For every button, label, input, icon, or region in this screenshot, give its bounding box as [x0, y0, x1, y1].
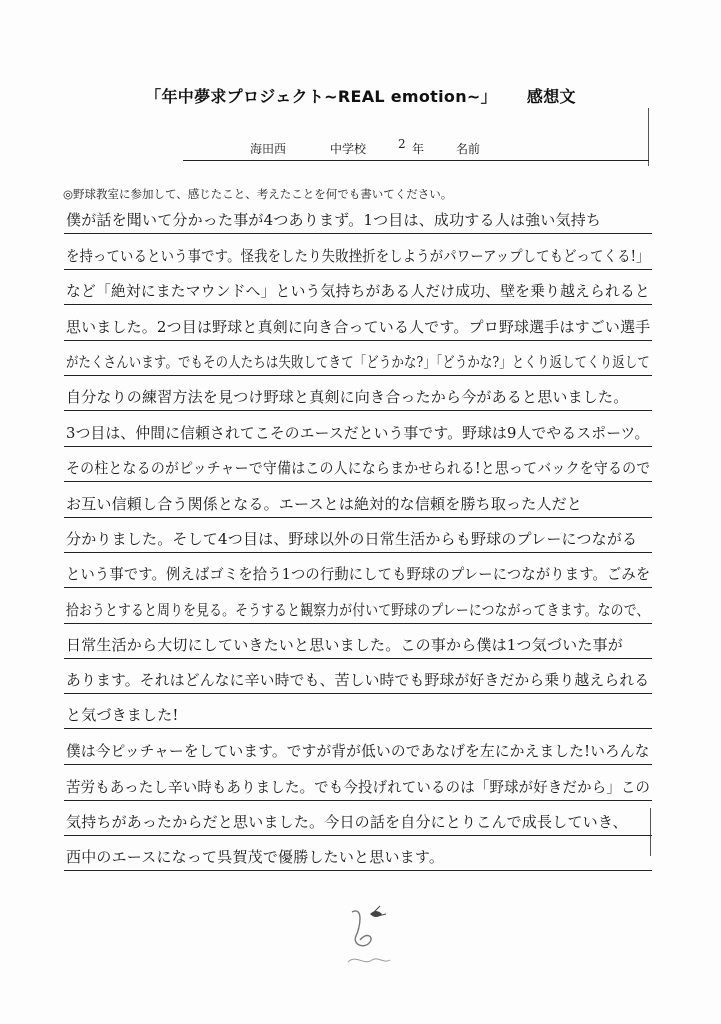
essay-line: 僕が話を聞いて分かった事が4つありまず。1つ目は、成功する人は強い気持ち — [66, 211, 602, 229]
essay-line: 気持ちがあったからだと思いました。今日の話を自分にとりこんで成長していき、 — [66, 813, 628, 831]
ruled-line — [64, 552, 652, 553]
project-title: 「年中夢求プロジェクト~REAL emotion~」 — [145, 87, 497, 106]
info-underline — [183, 160, 649, 161]
essay-line: など「絶対にまたマウンドへ」という気持ちがある人だけ成功、壁を乗り越えられると — [66, 282, 650, 300]
essay-line: お互い信頼し合う関係となる。エースとは絶対的な信頼を勝ち取った人だと — [66, 495, 583, 513]
ruled-line — [64, 410, 652, 411]
essay-line: 僕は今ピッチャーをしています。ですが背が低いのであなげを左にかえました!いろんな — [66, 742, 650, 760]
ruled-line — [64, 693, 652, 694]
grade-value-handwritten: 2 — [398, 137, 406, 151]
ruled-line — [64, 728, 652, 729]
margin-mark-lower — [650, 808, 651, 856]
ruled-line — [64, 764, 652, 765]
ruled-line — [64, 658, 652, 659]
ruled-line — [64, 481, 652, 482]
essay-label: 感想文 — [526, 87, 576, 106]
essay-line: 西中のエースになって呉賀茂で優勝したいと思います。 — [66, 848, 445, 866]
school-suffix-label: 中学校 — [330, 142, 367, 156]
essay-line: 思いました。2つ目は野球と真剣に向き合っている人です。プロ野球選手はすごい選手 — [66, 318, 651, 336]
essay-line: 3つ目は、仲間に信頼されてこそのエースだという事です。野球は9人でやるスポーツ。 — [66, 424, 650, 442]
essay-prompt: ◎野球教室に参加して、感じたこと、考えたことを何でも書いてください。 — [63, 187, 453, 201]
school-name-handwritten: 海田西 — [250, 142, 287, 156]
essay-line: 拾おうとすると周りを見る。そうすると観察力が付いて野球のプレーにつながってきます。なので、 — [66, 601, 650, 619]
ruled-line — [64, 835, 652, 836]
ruled-line — [64, 233, 652, 234]
ruled-line — [64, 340, 652, 341]
ruled-line — [64, 269, 652, 270]
ruled-line — [64, 800, 652, 801]
page-title — [0, 84, 721, 107]
essay-line: その柱となるのがピッチャーで守備はこの人にならまかせられる!と思ってバックを守るので — [66, 459, 651, 477]
essay-line: 分かりました。そして4つ目は、野球以外の日常生活からも野球のプレーにつながる — [66, 530, 638, 548]
ruled-line — [64, 623, 652, 624]
essay-line: 苦労もあったし辛い時もありました。でも今投げれているのは「野球が好きだから」この — [66, 778, 651, 796]
essay-line: がたくさんいます。でもその人たちは失敗してきて「どうかな?」「どうかな?」とくり返してくり返して — [66, 353, 650, 371]
essay-line: あります。それはどんなに辛い時でも、苦しい時でも野球が好きだから乗り越えられる — [66, 671, 650, 689]
essay-line: 自分なりの練習方法を見つけ野球と真剣に向き合ったから今があると思いました。 — [66, 388, 629, 406]
ruled-line — [64, 446, 652, 447]
ruled-line — [64, 870, 652, 871]
ruled-line — [64, 304, 652, 305]
essay-line: という事です。例えばゴミを拾う1つの行動にしても野球のプレーにつながります。ごみを — [66, 565, 651, 583]
ruled-line — [64, 587, 652, 588]
ruled-line — [64, 517, 652, 518]
name-label: 名前 — [456, 142, 481, 156]
essay-line: 日常生活から大切にしていきたいと思いました。この事から僕は1つ気づいた事が — [66, 636, 623, 654]
essay-line: と気づきました! — [66, 706, 179, 724]
handwritten-signature-logo — [330, 900, 410, 980]
ruled-line — [64, 375, 652, 376]
essay-line: を持っているという事です。怪我をしたり失敗挫折をしようがパワーアップしてもどってくる!」 — [66, 247, 650, 265]
student-info-row — [0, 137, 721, 160]
grade-label: 年 — [412, 142, 425, 156]
